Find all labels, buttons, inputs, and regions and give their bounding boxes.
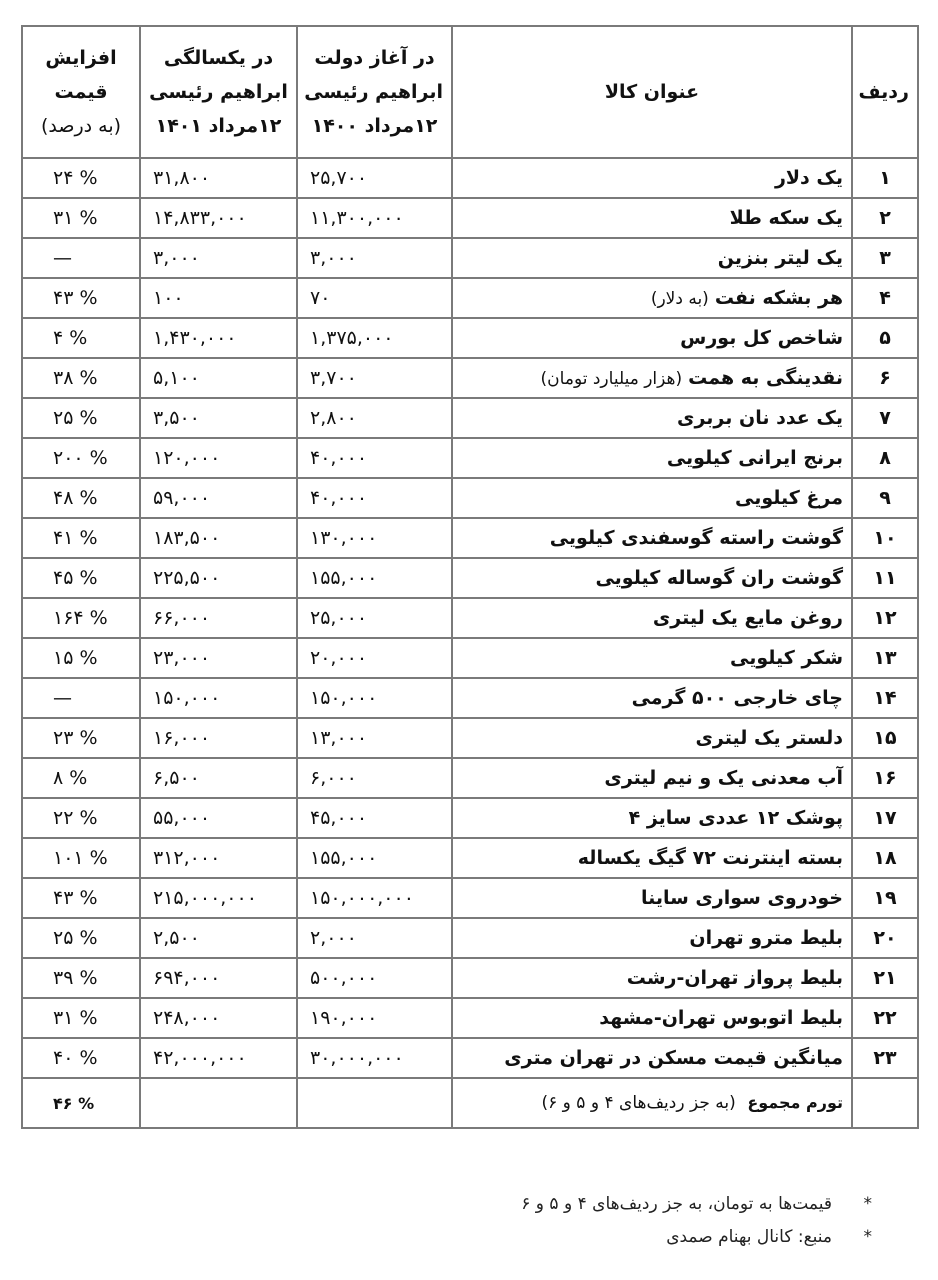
increase-percent: ۳۸ % <box>22 358 140 398</box>
year-price: ۶,۵۰۰ <box>140 758 297 798</box>
footnote-text: منبع: کانال بهنام صمدی <box>666 1227 832 1247</box>
start-price: ۲۵,۷۰۰ <box>297 158 452 198</box>
row-number: ۲۳ <box>852 1038 918 1078</box>
start-price: ۷۰ <box>297 278 452 318</box>
header-year-line-1: در یکسالگی <box>163 47 274 69</box>
start-price: ۱۵۰,۰۰۰,۰۰۰ <box>297 878 452 918</box>
year-price: ۳,۰۰۰ <box>140 238 297 278</box>
row-number: ۲۰ <box>852 918 918 958</box>
increase-percent: ۲۰۰ % <box>22 438 140 478</box>
start-price: ۱۹۰,۰۰۰ <box>297 998 452 1038</box>
row-number: ۲۱ <box>852 958 918 998</box>
row-number: ۱ <box>852 158 918 198</box>
header-item-title: عنوان کالا <box>452 26 852 158</box>
item-title-cell <box>452 638 852 678</box>
increase-percent: ۳۹ % <box>22 958 140 998</box>
item-title-cell <box>452 158 852 198</box>
item-title: یک عدد نان بربری <box>677 407 843 429</box>
total-row-number <box>852 1078 918 1128</box>
table-row <box>22 598 918 638</box>
footnote-text: قیمت‌ها به تومان، به جز ردیف‌های ۴ و ۵ و ۶ <box>521 1194 832 1214</box>
increase-percent: ۴۵ % <box>22 558 140 598</box>
table-row <box>22 278 918 318</box>
header-increase-line-2: قیمت <box>54 81 108 103</box>
table-row <box>22 838 918 878</box>
increase-percent: ۴۳ % <box>22 878 140 918</box>
start-price: ۶,۰۰۰ <box>297 758 452 798</box>
item-title-cell <box>452 398 852 438</box>
increase-percent: ۴۱ % <box>22 518 140 558</box>
header-start-line-3: ۱۲مرداد ۱۴۰۰ <box>311 115 438 137</box>
table-row <box>22 958 918 998</box>
item-title: بلیط پرواز تهران-رشت <box>626 967 843 989</box>
start-price: ۴۰,۰۰۰ <box>297 438 452 478</box>
table-row <box>22 158 918 198</box>
increase-percent: ۱۶۴ % <box>22 598 140 638</box>
start-price: ۲۰,۰۰۰ <box>297 638 452 678</box>
item-title-cell <box>452 478 852 518</box>
table-row <box>22 678 918 718</box>
table-row <box>22 878 918 918</box>
start-price: ۱۵۰,۰۰۰ <box>297 678 452 718</box>
item-note: (هزار میلیارد تومان) <box>540 369 683 389</box>
increase-percent: ۴۸ % <box>22 478 140 518</box>
footnotes <box>521 1188 872 1254</box>
row-number: ۱۵ <box>852 718 918 758</box>
table-row <box>22 998 918 1038</box>
increase-percent: ۸ % <box>22 758 140 798</box>
header-start-line-2: ابراهیم رئیسی <box>304 81 443 103</box>
table-row <box>22 438 918 478</box>
item-title: چای خارجی ۵۰۰ گرمی <box>631 687 843 709</box>
start-price: ۴۵,۰۰۰ <box>297 798 452 838</box>
row-number: ۳ <box>852 238 918 278</box>
item-title: دلستر یک لیتری <box>695 727 843 749</box>
table-row <box>22 798 918 838</box>
item-title-cell <box>452 758 852 798</box>
start-price: ۱۵۵,۰۰۰ <box>297 838 452 878</box>
header-row-number: ردیف <box>852 26 918 158</box>
item-title: یک دلار <box>774 167 843 189</box>
start-price: ۳,۷۰۰ <box>297 358 452 398</box>
header-start-line-1: در آغاز دولت <box>314 47 435 69</box>
table-row <box>22 358 918 398</box>
start-price: ۱,۳۷۵,۰۰۰ <box>297 318 452 358</box>
table-row <box>22 478 918 518</box>
year-price: ۱۸۳,۵۰۰ <box>140 518 297 558</box>
increase-percent: ۲۳ % <box>22 718 140 758</box>
start-price: ۲۵,۰۰۰ <box>297 598 452 638</box>
item-title: میانگین قیمت مسکن در تهران متری <box>504 1047 843 1069</box>
row-number: ۱۹ <box>852 878 918 918</box>
item-title: مرغ کیلویی <box>734 487 843 509</box>
total-start-cell <box>297 1078 452 1128</box>
item-title: نقدینگی به همت <box>688 367 843 389</box>
item-title: بلیط اتوبوس تهران-مشهد <box>599 1007 843 1029</box>
start-price: ۱۵۵,۰۰۰ <box>297 558 452 598</box>
year-price: ۱۰۰ <box>140 278 297 318</box>
item-title-cell <box>452 358 852 398</box>
item-title: آب معدنی یک و نیم لیتری <box>604 767 843 789</box>
table-row <box>22 398 918 438</box>
increase-percent: ۱۰۱ % <box>22 838 140 878</box>
year-price: ۱,۴۳۰,۰۰۰ <box>140 318 297 358</box>
total-year-cell <box>140 1078 297 1128</box>
row-number: ۹ <box>852 478 918 518</box>
year-price: ۵۵,۰۰۰ <box>140 798 297 838</box>
table-row <box>22 1038 918 1078</box>
increase-percent: ۴ % <box>22 318 140 358</box>
year-price: ۴۲,۰۰۰,۰۰۰ <box>140 1038 297 1078</box>
table-row <box>22 558 918 598</box>
table-row <box>22 638 918 678</box>
year-price: ۳,۵۰۰ <box>140 398 297 438</box>
row-number: ۵ <box>852 318 918 358</box>
increase-percent: ۴۰ % <box>22 1038 140 1078</box>
year-price: ۵۹,۰۰۰ <box>140 478 297 518</box>
item-title-cell <box>452 238 852 278</box>
row-number: ۴ <box>852 278 918 318</box>
item-title-cell <box>452 518 852 558</box>
footnote-prices <box>521 1188 872 1221</box>
row-number: ۱۸ <box>852 838 918 878</box>
table-row <box>22 918 918 958</box>
year-price: ۳۱۲,۰۰۰ <box>140 838 297 878</box>
item-title-cell <box>452 998 852 1038</box>
item-title: روغن مایع یک لیتری <box>652 607 843 629</box>
total-row <box>22 1078 918 1128</box>
table-row <box>22 198 918 238</box>
increase-percent: ۳۱ % <box>22 198 140 238</box>
footnote-mark: * <box>863 1194 872 1214</box>
header-year-line-3: ۱۲مرداد ۱۴۰۱ <box>155 115 282 137</box>
year-price: ۲۴۸,۰۰۰ <box>140 998 297 1038</box>
item-title-cell <box>452 918 852 958</box>
row-number: ۲۲ <box>852 998 918 1038</box>
start-price: ۳,۰۰۰ <box>297 238 452 278</box>
row-number: ۱۱ <box>852 558 918 598</box>
item-title-cell <box>452 838 852 878</box>
year-price: ۵,۱۰۰ <box>140 358 297 398</box>
start-price: ۱۱,۳۰۰,۰۰۰ <box>297 198 452 238</box>
increase-percent: ۲۴ % <box>22 158 140 198</box>
table-row <box>22 238 918 278</box>
header-year-price <box>140 26 297 158</box>
start-price: ۴۰,۰۰۰ <box>297 478 452 518</box>
row-number: ۸ <box>852 438 918 478</box>
item-title: خودروی سواری ساینا <box>640 887 843 909</box>
total-note: (به جز ردیف‌های ۴ و ۵ و ۶) <box>541 1093 736 1113</box>
price-comparison-table <box>21 25 919 1129</box>
increase-percent: — <box>22 678 140 718</box>
start-price: ۲,۸۰۰ <box>297 398 452 438</box>
year-price: ۲۱۵,۰۰۰,۰۰۰ <box>140 878 297 918</box>
item-title-cell <box>452 438 852 478</box>
item-title-cell <box>452 198 852 238</box>
item-title-cell <box>452 278 852 318</box>
item-title-cell <box>452 558 852 598</box>
year-price: ۱۴,۸۳۳,۰۰۰ <box>140 198 297 238</box>
item-title: هر بشکه نفت <box>714 287 843 309</box>
item-title-cell <box>452 798 852 838</box>
row-number: ۱۷ <box>852 798 918 838</box>
item-title: یک سکه طلا <box>729 207 843 229</box>
increase-percent: ۱۵ % <box>22 638 140 678</box>
item-title: برنج ایرانی کیلویی <box>666 447 843 469</box>
start-price: ۳۰,۰۰۰,۰۰۰ <box>297 1038 452 1078</box>
year-price: ۲۳,۰۰۰ <box>140 638 297 678</box>
header-increase <box>22 26 140 158</box>
item-title-cell <box>452 718 852 758</box>
item-title-cell <box>452 678 852 718</box>
increase-percent: ۳۱ % <box>22 998 140 1038</box>
table-row <box>22 518 918 558</box>
item-title: بسته اینترنت ۷۲ گیگ یکساله <box>577 847 843 869</box>
year-price: ۳۱,۸۰۰ <box>140 158 297 198</box>
row-number: ۱۰ <box>852 518 918 558</box>
increase-percent: ۴۳ % <box>22 278 140 318</box>
year-price: ۱۵۰,۰۰۰ <box>140 678 297 718</box>
total-label-cell <box>452 1078 852 1128</box>
row-number: ۱۶ <box>852 758 918 798</box>
item-title: بلیط مترو تهران <box>689 927 843 949</box>
footnote-source <box>521 1221 872 1254</box>
row-number: ۶ <box>852 358 918 398</box>
start-price: ۲,۰۰۰ <box>297 918 452 958</box>
footnote-mark: * <box>863 1227 872 1247</box>
table-row <box>22 758 918 798</box>
year-price: ۲۲۵,۵۰۰ <box>140 558 297 598</box>
item-title: شاخص کل بورس <box>680 327 843 349</box>
year-price: ۱۲۰,۰۰۰ <box>140 438 297 478</box>
header-increase-line-1: افزایش <box>45 47 117 69</box>
item-title-cell <box>452 318 852 358</box>
table-body <box>22 158 918 1078</box>
row-number: ۱۴ <box>852 678 918 718</box>
increase-percent: ۲۲ % <box>22 798 140 838</box>
item-title: پوشک ۱۲ عددی سایز ۴ <box>628 807 843 829</box>
item-note: (به دلار) <box>650 289 709 309</box>
row-number: ۱۳ <box>852 638 918 678</box>
increase-percent: ۲۵ % <box>22 398 140 438</box>
start-price: ۵۰۰,۰۰۰ <box>297 958 452 998</box>
header-increase-line-3: (به درصد) <box>40 115 122 137</box>
year-price: ۲,۵۰۰ <box>140 918 297 958</box>
item-title: یک لیتر بنزین <box>717 247 843 269</box>
year-price: ۱۶,۰۰۰ <box>140 718 297 758</box>
row-number: ۲ <box>852 198 918 238</box>
total-label: تورم مجموع <box>747 1093 843 1112</box>
item-title-cell <box>452 958 852 998</box>
table-row <box>22 718 918 758</box>
item-title: شکر کیلویی <box>730 647 843 669</box>
item-title-cell <box>452 878 852 918</box>
table-row <box>22 318 918 358</box>
item-title: گوشت ران گوساله کیلویی <box>595 567 843 589</box>
header-start-price <box>297 26 452 158</box>
increase-percent: — <box>22 238 140 278</box>
table-header-row <box>22 26 918 158</box>
item-title-cell <box>452 598 852 638</box>
row-number: ۱۲ <box>852 598 918 638</box>
year-price: ۶۶,۰۰۰ <box>140 598 297 638</box>
row-number: ۷ <box>852 398 918 438</box>
item-title: گوشت راسته گوسفندی کیلویی <box>549 527 843 549</box>
start-price: ۱۳۰,۰۰۰ <box>297 518 452 558</box>
total-increase: ۴۶ % <box>22 1078 140 1128</box>
item-title-cell <box>452 1038 852 1078</box>
increase-percent: ۲۵ % <box>22 918 140 958</box>
year-price: ۶۹۴,۰۰۰ <box>140 958 297 998</box>
header-year-line-2: ابراهیم رئیسی <box>149 81 288 103</box>
start-price: ۱۳,۰۰۰ <box>297 718 452 758</box>
